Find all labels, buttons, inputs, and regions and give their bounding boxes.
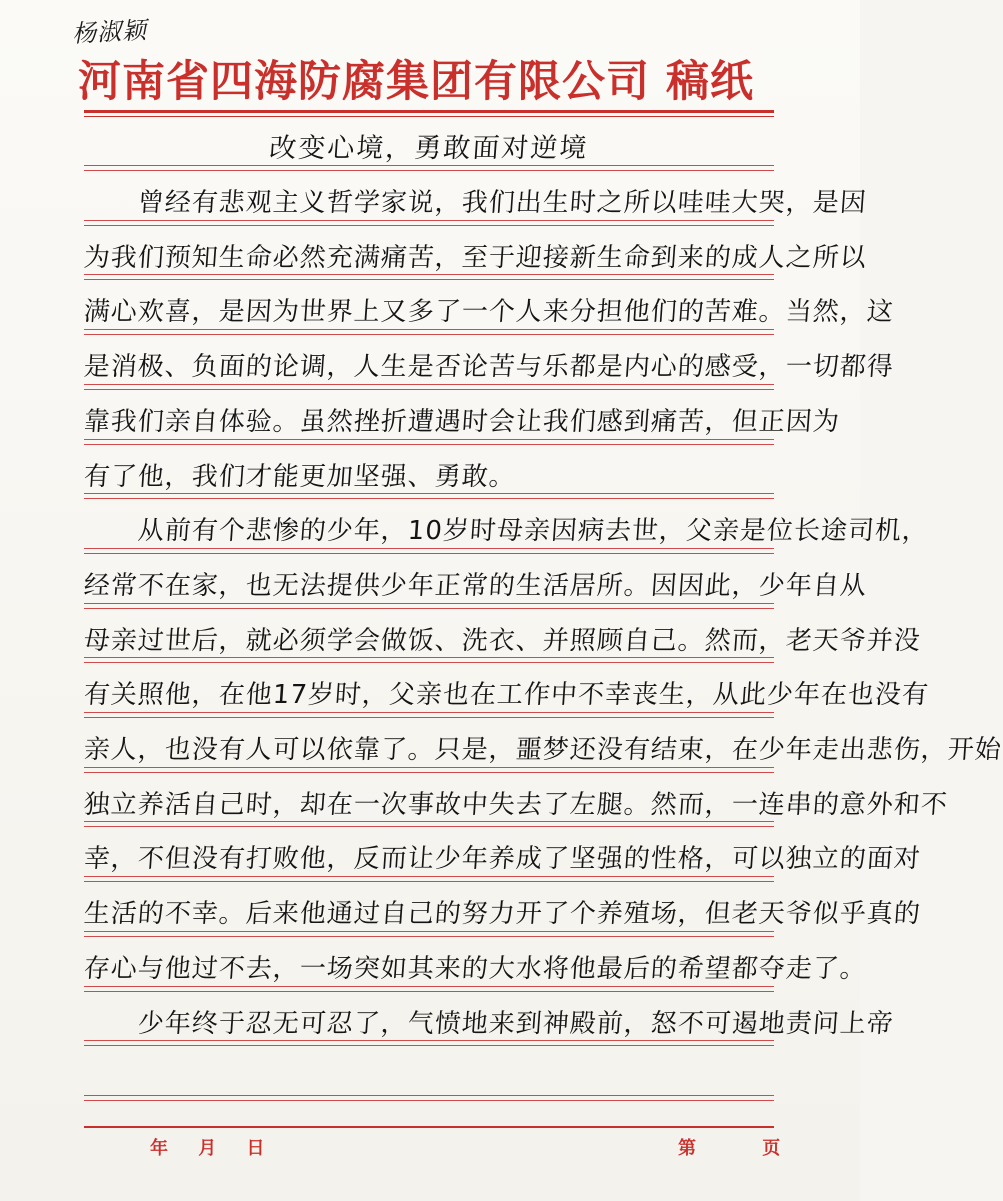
essay-line: 为我们预知生命必然充满痛苦，至于迎接新生命到来的成人之所以: [82, 242, 868, 273]
essay-line: 曾经有悲观主义哲学家说，我们出生时之所以哇哇大哭，是因: [82, 188, 868, 218]
handwritten-signature: 杨淑颖: [71, 16, 148, 48]
ruled-line: [84, 274, 774, 275]
ruled-line: [84, 1040, 774, 1041]
essay-line: 少年终于忍无可忍了，气愤地来到神殿前，怒不可遏地责问上帝: [82, 1008, 895, 1039]
ruled-line: [84, 767, 774, 768]
letterhead-title: 河南省四海防腐集团有限公司 稿纸: [78, 57, 754, 107]
essay-line: 经常不在家，也无法提供少年正常的生活居所。因因此，少年自从: [82, 570, 868, 601]
ruled-line: [84, 329, 774, 330]
essay-line: 母亲过世后，就必须学会做饭、洗衣、并照顾自己。然而，老天爷并没: [82, 625, 922, 656]
ruled-line: [84, 876, 774, 877]
ruled-line: [84, 1095, 774, 1096]
ruled-line: [84, 986, 774, 987]
footer-page-label: 第 页: [678, 1138, 811, 1159]
essay-line: 靠我们亲自体验。虽然挫折遭遇时会让我们感到痛苦，但正因为: [82, 406, 841, 437]
ruled-line: [84, 821, 774, 822]
essay-line: 独立养活自己时，却在一次事故中失去了左腿。然而，一连串的意外和不: [82, 789, 949, 820]
essay-line: 有了他，我们才能更加坚强、勇敢。: [82, 461, 517, 492]
ruled-line: [84, 384, 774, 385]
ruled-line: [84, 220, 774, 221]
essay-line: 是消极、负面的论调，人生是否论苦与乐都是内心的感受，一切都得: [82, 352, 895, 383]
ruled-line: [84, 548, 774, 549]
footer-rule: [84, 1126, 774, 1128]
essay-line: 亲人，也没有人可以依靠了。只是，噩梦还没有结束，在少年走出悲伤，开始: [82, 735, 1003, 765]
ruled-line: [84, 712, 774, 713]
ruled-line: [84, 493, 774, 494]
essay-title: 改变心境，勇敢面对逆境: [268, 133, 590, 164]
ruled-line: [84, 165, 774, 166]
ruled-line: [84, 439, 774, 440]
ruled-line: [84, 931, 774, 932]
essay-line: 幸，不但没有打败他，反而让少年养成了坚强的性格，可以独立的面对: [82, 844, 922, 875]
footer-date-label: 年 月 日: [150, 1138, 277, 1159]
ruled-line: [84, 603, 774, 604]
essay-line: 从前有个悲惨的少年，10岁时母亲因病去世，父亲是位长途司机，: [82, 516, 930, 547]
header-rule-thin: [84, 116, 774, 117]
header-rule: [84, 110, 774, 113]
essay-line: 满心欢喜，是因为世界上又多了一个人来分担他们的苦难。当然，这: [82, 297, 895, 328]
essay-line: 存心与他过不去，一场突如其来的大水将他最后的希望都夺走了。: [82, 953, 868, 984]
ruled-line: [84, 657, 774, 658]
essay-line: 生活的不幸。后来他通过自己的努力开了个养殖场，但老天爷似乎真的: [82, 899, 922, 930]
essay-line: 有关照他，在他17岁时，父亲也在工作中不幸丧生，从此少年在也没有: [82, 680, 930, 711]
